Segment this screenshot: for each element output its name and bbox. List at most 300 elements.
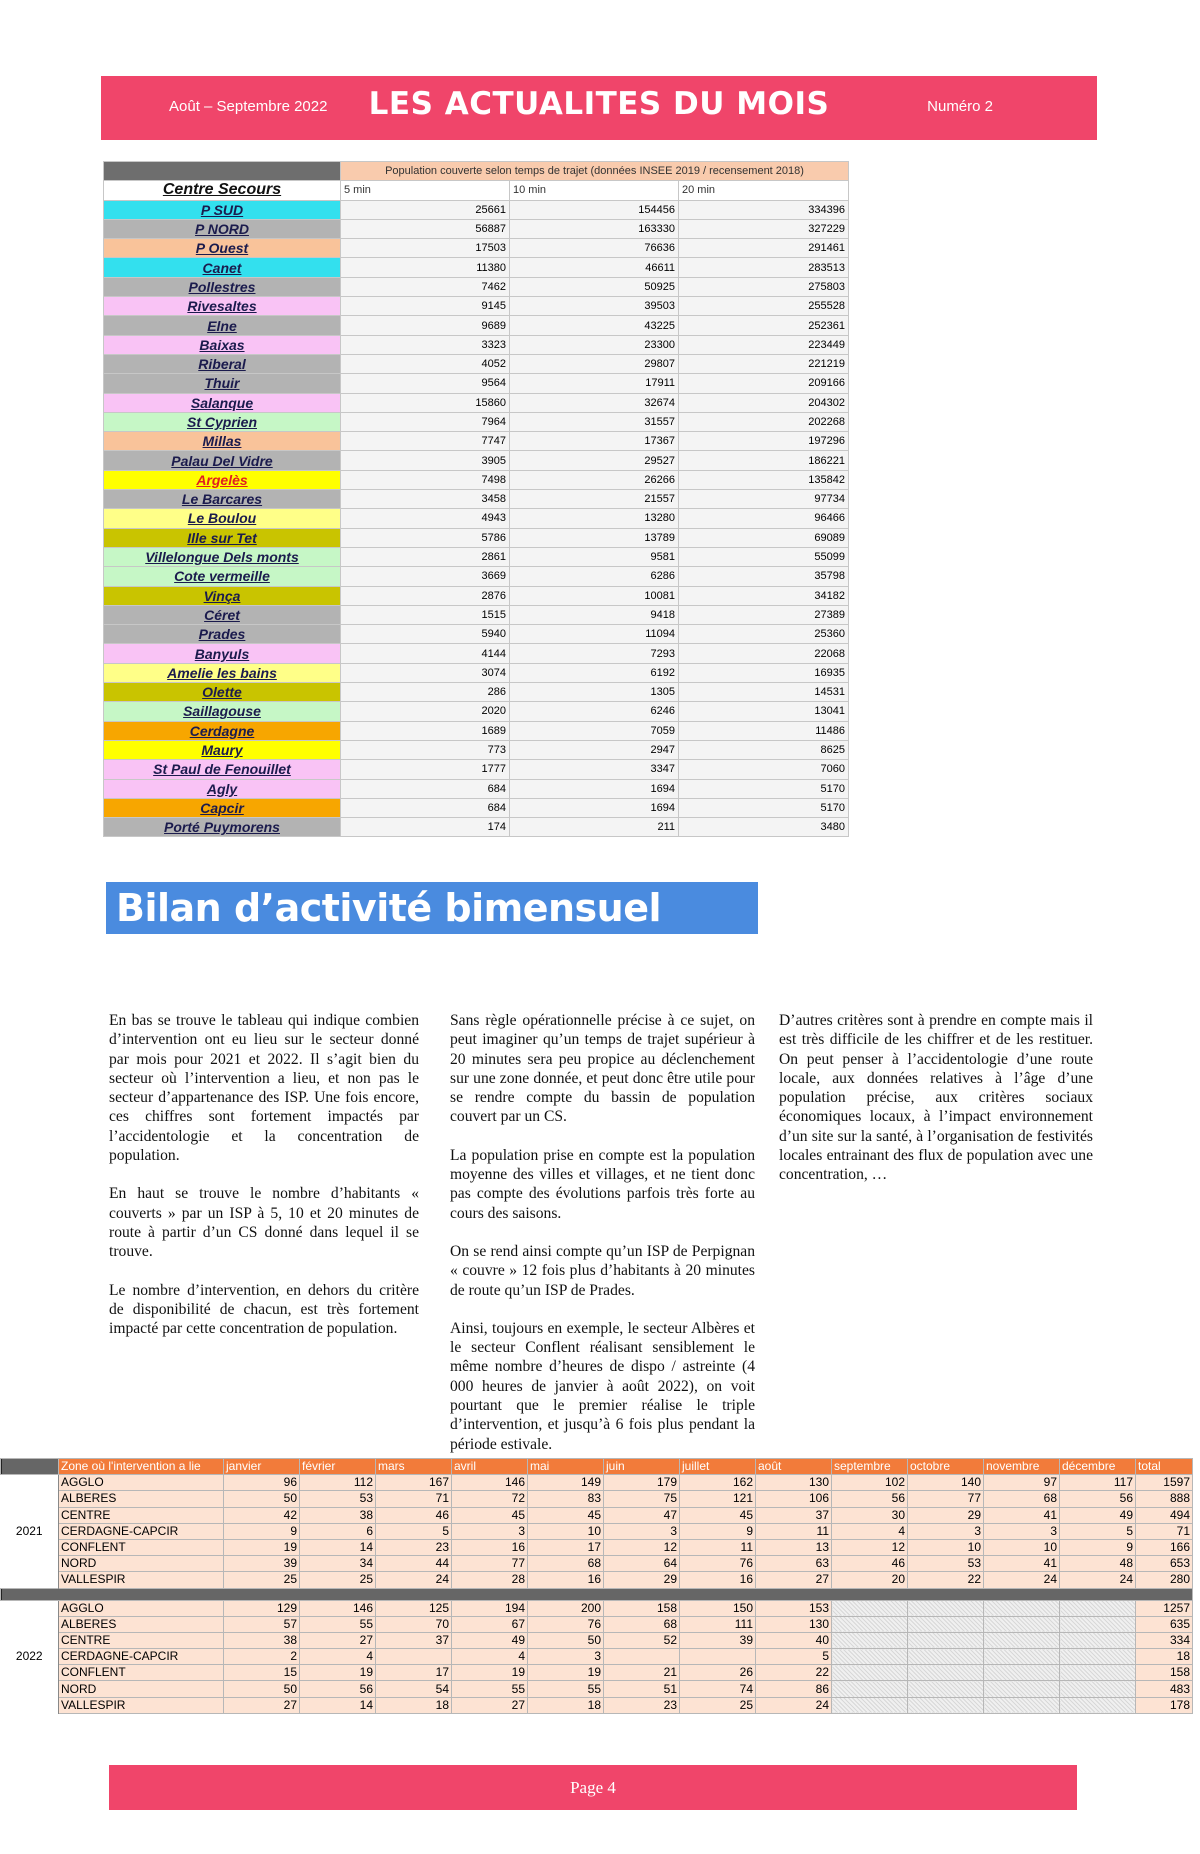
centre-secours-name: Amelie les bains bbox=[104, 663, 341, 682]
population-value-v20: 25360 bbox=[679, 625, 849, 644]
month-value: 50 bbox=[528, 1632, 604, 1648]
activity-row bbox=[1, 1649, 1193, 1665]
month-value: 25 bbox=[300, 1572, 376, 1588]
population-value-v20: 96466 bbox=[679, 509, 849, 528]
col-header-5min: 5 min bbox=[341, 181, 510, 200]
month-value: 38 bbox=[224, 1632, 300, 1648]
month-value: 97 bbox=[984, 1475, 1060, 1491]
month-header: avril bbox=[452, 1459, 528, 1475]
month-value: 50 bbox=[224, 1681, 300, 1697]
population-row bbox=[104, 586, 849, 605]
month-header: total bbox=[1136, 1459, 1193, 1475]
population-value-v10: 6192 bbox=[510, 663, 679, 682]
month-value: 149 bbox=[528, 1475, 604, 1491]
month-value bbox=[908, 1632, 984, 1648]
population-row bbox=[104, 547, 849, 566]
centre-secours-name: Prades bbox=[104, 625, 341, 644]
population-value-v5: 56887 bbox=[341, 219, 510, 238]
population-value-v20: 16935 bbox=[679, 663, 849, 682]
population-value-v5: 7462 bbox=[341, 277, 510, 296]
total-value: 334 bbox=[1136, 1632, 1193, 1648]
population-value-v20: 7060 bbox=[679, 760, 849, 779]
cs-header: Centre Secours bbox=[104, 181, 341, 200]
population-value-v20: 35798 bbox=[679, 567, 849, 586]
month-value: 96 bbox=[224, 1475, 300, 1491]
month-value: 12 bbox=[832, 1539, 908, 1555]
population-value-v10: 1694 bbox=[510, 798, 679, 817]
paragraph: Sans règle opérationnelle précise à ce sujet, on peut imaginer qu’un temps de trajet supérieur à 20 minutes sera peu propice au déclenchement sur une zone donnée, et peut donc être utile pour se rendre compte du bassin de population couvert par un CS. bbox=[450, 1012, 755, 1126]
month-value: 27 bbox=[756, 1572, 832, 1588]
population-row bbox=[104, 297, 849, 316]
centre-secours-name: Riberal bbox=[104, 354, 341, 373]
issue-number: Numéro 2 bbox=[927, 98, 993, 115]
zone-name: CENTRE bbox=[59, 1632, 224, 1648]
population-value-v20: 204302 bbox=[679, 393, 849, 412]
month-value: 71 bbox=[376, 1491, 452, 1507]
population-value-v20: 22068 bbox=[679, 644, 849, 663]
month-value: 55 bbox=[300, 1616, 376, 1632]
population-row bbox=[104, 779, 849, 798]
month-value: 4 bbox=[452, 1649, 528, 1665]
month-value bbox=[1060, 1665, 1136, 1681]
population-value-v10: 1694 bbox=[510, 779, 679, 798]
month-value: 49 bbox=[452, 1632, 528, 1648]
population-value-v20: 186221 bbox=[679, 451, 849, 470]
month-value: 54 bbox=[376, 1681, 452, 1697]
total-value: 888 bbox=[1136, 1491, 1193, 1507]
month-value: 102 bbox=[832, 1475, 908, 1491]
month-header: novembre bbox=[984, 1459, 1060, 1475]
month-value: 24 bbox=[756, 1697, 832, 1713]
population-row bbox=[104, 625, 849, 644]
col-header-20min: 20 min bbox=[679, 181, 849, 200]
month-value: 52 bbox=[604, 1632, 680, 1648]
month-value: 53 bbox=[300, 1491, 376, 1507]
population-value-v5: 3669 bbox=[341, 567, 510, 586]
month-value: 56 bbox=[1060, 1491, 1136, 1507]
month-value bbox=[1060, 1632, 1136, 1648]
month-value: 106 bbox=[756, 1491, 832, 1507]
population-value-v10: 11094 bbox=[510, 625, 679, 644]
month-value: 15 bbox=[224, 1665, 300, 1681]
population-value-v10: 46611 bbox=[510, 258, 679, 277]
population-value-v10: 76636 bbox=[510, 239, 679, 258]
month-value: 77 bbox=[452, 1556, 528, 1572]
month-value: 18 bbox=[528, 1697, 604, 1713]
centre-secours-name: Baixas bbox=[104, 335, 341, 354]
month-header: octobre bbox=[908, 1459, 984, 1475]
centre-secours-name: Agly bbox=[104, 779, 341, 798]
month-value: 3 bbox=[908, 1523, 984, 1539]
month-value: 37 bbox=[376, 1632, 452, 1648]
population-value-v5: 3323 bbox=[341, 335, 510, 354]
paragraph: D’autres critères sont à prendre en compte mais il est très difficile de les chiffrer et de les restituer. On peut penser à l’accidentologie d’une route locale, aux données relatives à l’âge d’une population précise, aux critères sociaux économiques locaux, à l’impact environnement d’un site sur la santé, à l’organisation de festivités locales entrainant des flux de population avec une concentration, … bbox=[779, 1012, 1093, 1184]
population-value-v20: 327229 bbox=[679, 219, 849, 238]
month-value: 39 bbox=[224, 1556, 300, 1572]
month-header: juin bbox=[604, 1459, 680, 1475]
month-value: 26 bbox=[680, 1665, 756, 1681]
zone-name: VALLESPIR bbox=[59, 1697, 224, 1713]
month-value bbox=[832, 1649, 908, 1665]
activity-row bbox=[1, 1616, 1193, 1632]
population-value-v5: 7747 bbox=[341, 432, 510, 451]
zone-name: AGGLO bbox=[59, 1475, 224, 1491]
population-value-v20: 275803 bbox=[679, 277, 849, 296]
month-value: 25 bbox=[224, 1572, 300, 1588]
centre-secours-name: Thuir bbox=[104, 374, 341, 393]
month-value: 24 bbox=[1060, 1572, 1136, 1588]
population-caption: Population couverte selon temps de trajet (données INSEE 2019 / recensement 2018) bbox=[341, 162, 849, 181]
month-value bbox=[832, 1616, 908, 1632]
month-header: août bbox=[756, 1459, 832, 1475]
month-value: 21 bbox=[604, 1665, 680, 1681]
population-value-v10: 7059 bbox=[510, 721, 679, 740]
col-header-10min: 10 min bbox=[510, 181, 679, 200]
month-value bbox=[984, 1681, 1060, 1697]
population-value-v20: 14531 bbox=[679, 683, 849, 702]
zone-name: NORD bbox=[59, 1681, 224, 1697]
month-value bbox=[832, 1681, 908, 1697]
population-value-v5: 1515 bbox=[341, 605, 510, 624]
month-header: septembre bbox=[832, 1459, 908, 1475]
population-row bbox=[104, 683, 849, 702]
population-value-v5: 3458 bbox=[341, 490, 510, 509]
population-value-v5: 7964 bbox=[341, 412, 510, 431]
month-value: 167 bbox=[376, 1475, 452, 1491]
month-value bbox=[1060, 1616, 1136, 1632]
month-value bbox=[908, 1665, 984, 1681]
population-value-v5: 684 bbox=[341, 798, 510, 817]
month-value: 39 bbox=[680, 1632, 756, 1648]
population-row bbox=[104, 818, 849, 837]
population-value-v5: 9145 bbox=[341, 297, 510, 316]
population-value-v10: 23300 bbox=[510, 335, 679, 354]
centre-secours-name: Cote vermeille bbox=[104, 567, 341, 586]
population-row bbox=[104, 200, 849, 219]
month-header: juillet bbox=[680, 1459, 756, 1475]
text-column-1 bbox=[109, 1011, 419, 1357]
month-value: 40 bbox=[756, 1632, 832, 1648]
centre-secours-name: Canet bbox=[104, 258, 341, 277]
centre-secours-name: Le Barcares bbox=[104, 490, 341, 509]
month-value: 45 bbox=[680, 1507, 756, 1523]
month-value: 19 bbox=[300, 1665, 376, 1681]
population-value-v20: 27389 bbox=[679, 605, 849, 624]
population-value-v20: 197296 bbox=[679, 432, 849, 451]
month-value: 117 bbox=[1060, 1475, 1136, 1491]
month-value: 41 bbox=[984, 1507, 1060, 1523]
month-value bbox=[984, 1632, 1060, 1648]
month-value: 9 bbox=[680, 1523, 756, 1539]
population-row bbox=[104, 644, 849, 663]
month-value: 67 bbox=[452, 1616, 528, 1632]
population-value-v5: 2876 bbox=[341, 586, 510, 605]
month-value: 24 bbox=[376, 1572, 452, 1588]
month-value bbox=[984, 1616, 1060, 1632]
month-value: 19 bbox=[452, 1665, 528, 1681]
month-value: 6 bbox=[300, 1523, 376, 1539]
population-row bbox=[104, 721, 849, 740]
month-value: 27 bbox=[300, 1632, 376, 1648]
month-value: 18 bbox=[376, 1697, 452, 1713]
month-value: 76 bbox=[528, 1616, 604, 1632]
month-value: 56 bbox=[832, 1491, 908, 1507]
population-value-v20: 334396 bbox=[679, 200, 849, 219]
centre-secours-name: Salanque bbox=[104, 393, 341, 412]
month-value: 158 bbox=[604, 1600, 680, 1616]
zone-name: ALBERES bbox=[59, 1616, 224, 1632]
month-value: 68 bbox=[984, 1491, 1060, 1507]
population-row bbox=[104, 316, 849, 335]
population-table-body bbox=[104, 200, 849, 837]
month-value: 29 bbox=[604, 1572, 680, 1588]
population-row bbox=[104, 335, 849, 354]
page-number: Page 4 bbox=[570, 1778, 616, 1797]
population-value-v5: 2861 bbox=[341, 547, 510, 566]
paragraph: Ainsi, toujours en exemple, le secteur Albères et le secteur Conflent réalisant sensiblement le même nombre d’heures de dispo / astreinte (4 000 heures de janvier à août 2022), on voit pourtant que le premier réalise le triple d’intervention, et jusqu’à 6 fois plus pendant la période estivale. bbox=[450, 1319, 755, 1453]
zone-name: CERDAGNE-CAPCIR bbox=[59, 1523, 224, 1539]
zone-name: CONFLENT bbox=[59, 1539, 224, 1555]
month-value: 41 bbox=[984, 1556, 1060, 1572]
population-value-v20: 202268 bbox=[679, 412, 849, 431]
month-value: 30 bbox=[832, 1507, 908, 1523]
paragraph: On se rend ainsi compte qu’un ISP de Perpignan « couvre » 12 fois plus d’habitants à 20 minutes de route qu’un ISP de Prades. bbox=[450, 1242, 755, 1299]
month-value: 5 bbox=[376, 1523, 452, 1539]
month-value: 44 bbox=[376, 1556, 452, 1572]
month-value: 3 bbox=[984, 1523, 1060, 1539]
population-value-v20: 13041 bbox=[679, 702, 849, 721]
population-row bbox=[104, 663, 849, 682]
population-value-v5: 773 bbox=[341, 740, 510, 759]
month-header: décembre bbox=[1060, 1459, 1136, 1475]
month-value bbox=[908, 1697, 984, 1713]
activity-row bbox=[1, 1632, 1193, 1648]
population-value-v10: 39503 bbox=[510, 297, 679, 316]
population-value-v20: 69089 bbox=[679, 528, 849, 547]
month-value: 22 bbox=[908, 1572, 984, 1588]
centre-secours-name: Elne bbox=[104, 316, 341, 335]
centre-secours-name: Pollestres bbox=[104, 277, 341, 296]
centre-secours-name: P Ouest bbox=[104, 239, 341, 258]
zone-header: Zone où l'intervention a lie bbox=[59, 1459, 224, 1475]
population-value-v5: 5786 bbox=[341, 528, 510, 547]
population-value-v10: 154456 bbox=[510, 200, 679, 219]
population-value-v20: 5170 bbox=[679, 798, 849, 817]
total-value: 18 bbox=[1136, 1649, 1193, 1665]
month-value bbox=[832, 1697, 908, 1713]
month-header: janvier bbox=[224, 1459, 300, 1475]
year-label: 2022 bbox=[1, 1600, 59, 1713]
month-value: 2 bbox=[224, 1649, 300, 1665]
month-value: 9 bbox=[1060, 1539, 1136, 1555]
month-value: 146 bbox=[452, 1475, 528, 1491]
population-value-v20: 5170 bbox=[679, 779, 849, 798]
zone-name: CERDAGNE-CAPCIR bbox=[59, 1649, 224, 1665]
month-value: 4 bbox=[300, 1649, 376, 1665]
month-value: 56 bbox=[300, 1681, 376, 1697]
month-value bbox=[1060, 1600, 1136, 1616]
month-value: 162 bbox=[680, 1475, 756, 1491]
header-banner bbox=[101, 76, 1097, 140]
population-value-v10: 21557 bbox=[510, 490, 679, 509]
text-column-3 bbox=[779, 1011, 1093, 1204]
month-value: 23 bbox=[376, 1539, 452, 1555]
month-value: 48 bbox=[1060, 1556, 1136, 1572]
population-value-v20: 209166 bbox=[679, 374, 849, 393]
month-value: 27 bbox=[452, 1697, 528, 1713]
month-value: 24 bbox=[984, 1572, 1060, 1588]
separator-hatch bbox=[1, 1588, 1193, 1600]
month-value: 27 bbox=[224, 1697, 300, 1713]
population-value-v10: 26266 bbox=[510, 470, 679, 489]
population-row bbox=[104, 528, 849, 547]
centre-secours-name: Céret bbox=[104, 605, 341, 624]
month-value: 9 bbox=[224, 1523, 300, 1539]
month-value: 75 bbox=[604, 1491, 680, 1507]
month-value bbox=[908, 1600, 984, 1616]
year-label: 2021 bbox=[1, 1475, 59, 1588]
month-value: 68 bbox=[528, 1556, 604, 1572]
centre-secours-name: Ille sur Tet bbox=[104, 528, 341, 547]
centre-secours-name: St Cyprien bbox=[104, 412, 341, 431]
month-header: février bbox=[300, 1459, 376, 1475]
population-value-v5: 25661 bbox=[341, 200, 510, 219]
month-value: 11 bbox=[756, 1523, 832, 1539]
hatch-cell bbox=[1, 1459, 59, 1475]
month-value: 83 bbox=[528, 1491, 604, 1507]
month-value bbox=[376, 1649, 452, 1665]
month-value: 12 bbox=[604, 1539, 680, 1555]
month-value: 38 bbox=[300, 1507, 376, 1523]
month-value bbox=[832, 1665, 908, 1681]
population-value-v5: 4052 bbox=[341, 354, 510, 373]
month-value: 10 bbox=[908, 1539, 984, 1555]
month-value: 10 bbox=[528, 1523, 604, 1539]
month-value: 63 bbox=[756, 1556, 832, 1572]
month-value: 55 bbox=[452, 1681, 528, 1697]
month-value: 16 bbox=[452, 1539, 528, 1555]
month-value bbox=[832, 1600, 908, 1616]
month-value: 179 bbox=[604, 1475, 680, 1491]
population-value-v10: 2947 bbox=[510, 740, 679, 759]
month-value: 76 bbox=[680, 1556, 756, 1572]
month-value: 16 bbox=[528, 1572, 604, 1588]
month-value: 28 bbox=[452, 1572, 528, 1588]
population-value-v10: 31557 bbox=[510, 412, 679, 431]
centre-secours-name: Argelès bbox=[104, 470, 341, 489]
zone-name: NORD bbox=[59, 1556, 224, 1572]
month-value bbox=[1060, 1649, 1136, 1665]
population-value-v5: 7498 bbox=[341, 470, 510, 489]
population-row bbox=[104, 393, 849, 412]
population-header-row bbox=[104, 181, 849, 200]
population-value-v5: 4144 bbox=[341, 644, 510, 663]
month-value: 64 bbox=[604, 1556, 680, 1572]
month-value: 72 bbox=[452, 1491, 528, 1507]
population-value-v5: 11380 bbox=[341, 258, 510, 277]
population-row bbox=[104, 219, 849, 238]
population-value-v20: 97734 bbox=[679, 490, 849, 509]
month-value: 53 bbox=[908, 1556, 984, 1572]
month-value: 129 bbox=[224, 1600, 300, 1616]
population-value-v10: 9418 bbox=[510, 605, 679, 624]
month-value: 10 bbox=[984, 1539, 1060, 1555]
paragraph: En bas se trouve le tableau qui indique combien d’intervention ont eu lieu sur le secteur donné par mois pour 2021 et 2022. Il s’agit bien du secteur où l’intervention a lieu, et non pas le secteur d’appartenance des ISP. Une fois encore, ces chiffres sont fortement impactés par l’accidentologie et la concentration de population. bbox=[109, 1012, 419, 1165]
population-value-v20: 8625 bbox=[679, 740, 849, 759]
population-value-v20: 11486 bbox=[679, 721, 849, 740]
month-value bbox=[1060, 1681, 1136, 1697]
centre-secours-name: Rivesaltes bbox=[104, 297, 341, 316]
month-value bbox=[1060, 1697, 1136, 1713]
month-value bbox=[680, 1649, 756, 1665]
population-value-v5: 174 bbox=[341, 818, 510, 837]
month-value: 42 bbox=[224, 1507, 300, 1523]
month-value: 125 bbox=[376, 1600, 452, 1616]
month-value: 46 bbox=[832, 1556, 908, 1572]
total-value: 1257 bbox=[1136, 1600, 1193, 1616]
centre-secours-name: Maury bbox=[104, 740, 341, 759]
population-value-v5: 9689 bbox=[341, 316, 510, 335]
month-value: 37 bbox=[756, 1507, 832, 1523]
population-row bbox=[104, 740, 849, 759]
population-value-v20: 252361 bbox=[679, 316, 849, 335]
population-row bbox=[104, 567, 849, 586]
month-value: 153 bbox=[756, 1600, 832, 1616]
zone-name: ALBERES bbox=[59, 1491, 224, 1507]
month-value: 50 bbox=[224, 1491, 300, 1507]
centre-secours-name: Millas bbox=[104, 432, 341, 451]
activity-row bbox=[1, 1507, 1193, 1523]
population-table bbox=[103, 161, 849, 837]
month-value: 45 bbox=[452, 1507, 528, 1523]
month-value: 4 bbox=[832, 1523, 908, 1539]
month-value bbox=[984, 1600, 1060, 1616]
paragraph: Le nombre d’intervention, en dehors du critère de disponibilité de chacun, est très fortement impacté par cette concentration de population. bbox=[109, 1281, 419, 1338]
population-row bbox=[104, 239, 849, 258]
month-value: 70 bbox=[376, 1616, 452, 1632]
total-value: 178 bbox=[1136, 1697, 1193, 1713]
hatch-cell bbox=[104, 162, 341, 181]
month-value: 17 bbox=[376, 1665, 452, 1681]
population-value-v5: 286 bbox=[341, 683, 510, 702]
centre-secours-name: Saillagouse bbox=[104, 702, 341, 721]
month-value: 194 bbox=[452, 1600, 528, 1616]
population-value-v20: 255528 bbox=[679, 297, 849, 316]
total-value: 166 bbox=[1136, 1539, 1193, 1555]
month-value: 14 bbox=[300, 1697, 376, 1713]
population-value-v10: 9581 bbox=[510, 547, 679, 566]
month-value bbox=[984, 1697, 1060, 1713]
total-value: 280 bbox=[1136, 1572, 1193, 1588]
activity-row bbox=[1, 1697, 1193, 1713]
month-value: 130 bbox=[756, 1616, 832, 1632]
section-title: Bilan d’activité bimensuel bbox=[106, 882, 758, 934]
month-value: 51 bbox=[604, 1681, 680, 1697]
month-value bbox=[984, 1665, 1060, 1681]
activity-table bbox=[0, 1458, 1193, 1714]
population-row bbox=[104, 412, 849, 431]
month-value: 17 bbox=[528, 1539, 604, 1555]
month-value bbox=[908, 1681, 984, 1697]
month-value: 11 bbox=[680, 1539, 756, 1555]
month-value: 200 bbox=[528, 1600, 604, 1616]
population-row bbox=[104, 490, 849, 509]
centre-secours-name: Palau Del Vidre bbox=[104, 451, 341, 470]
population-value-v10: 29527 bbox=[510, 451, 679, 470]
centre-secours-name: P SUD bbox=[104, 200, 341, 219]
population-value-v20: 223449 bbox=[679, 335, 849, 354]
month-value: 45 bbox=[528, 1507, 604, 1523]
